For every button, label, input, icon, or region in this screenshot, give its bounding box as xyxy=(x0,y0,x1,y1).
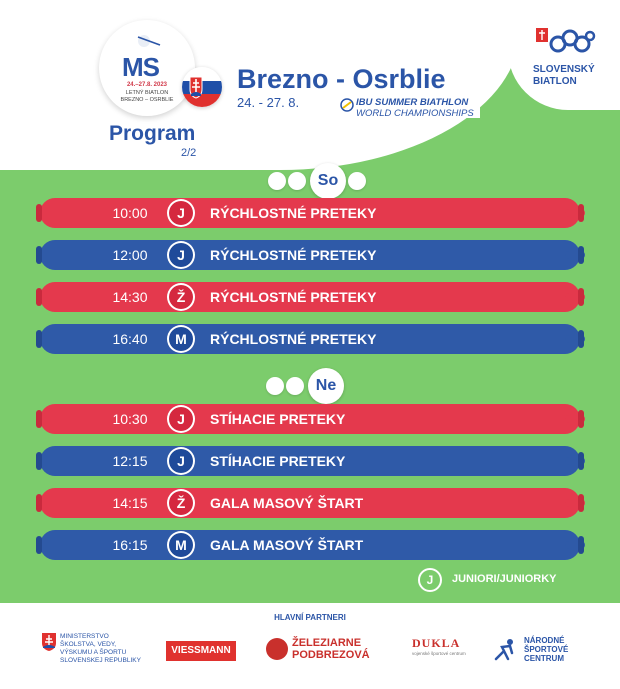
day-label-sunday xyxy=(266,368,346,404)
schedule-row xyxy=(40,198,580,228)
event-time: 12:15 xyxy=(112,453,148,469)
schedule-row xyxy=(40,324,580,354)
dot-icon xyxy=(288,172,306,190)
slovensky-biatlon-logo-icon xyxy=(534,24,596,60)
program-heading: Program xyxy=(109,122,196,145)
category-badge: J xyxy=(167,199,195,227)
ibu-logo: IBU SUMMER BIATHLON WORLD CHAMPIONSHIPS xyxy=(340,97,474,119)
event-time: 16:15 xyxy=(112,537,148,553)
event-name: STÍHACIE PRETEKY xyxy=(210,453,346,469)
category-badge: J xyxy=(167,405,195,433)
slovak-coat-of-arms-icon xyxy=(42,633,56,651)
event-time: 14:15 xyxy=(112,495,148,511)
dot-icon xyxy=(266,377,284,395)
day-label-saturday xyxy=(268,163,368,199)
event-name: GALA MASOVÝ ŠTART xyxy=(210,495,364,511)
category-badge: J xyxy=(167,241,195,269)
schedule-row xyxy=(40,446,580,476)
page-number: 2/2 xyxy=(181,147,197,159)
logo-ms: MS xyxy=(122,52,159,82)
event-time: 14:30 xyxy=(112,289,148,305)
event-dates: 24. - 27. 8. xyxy=(237,95,300,110)
event-time: 16:40 xyxy=(112,331,148,347)
category-badge: J xyxy=(167,447,195,475)
org-logo-text: SLOVENSKÝ BIATLON xyxy=(533,64,595,87)
dot-icon xyxy=(286,377,304,395)
day-badge: Ne xyxy=(308,368,344,404)
event-name: RÝCHLOSTNÉ PRETEKY xyxy=(210,205,377,221)
category-badge: M xyxy=(167,531,195,559)
ibu-icon xyxy=(340,98,354,112)
schedule-row xyxy=(40,488,580,518)
event-name: RÝCHLOSTNÉ PRETEKY xyxy=(210,331,377,347)
partner-zeleziarne: ŽELEZIARNE PODBREZOVÁ xyxy=(266,637,370,661)
legend-badge: J xyxy=(418,568,442,592)
legend-text: JUNIORI/JUNIORKY xyxy=(452,573,557,585)
logo-dates: 24.–27.8. 2023 xyxy=(126,82,168,88)
day-badge: So xyxy=(310,163,346,199)
runner-icon xyxy=(492,637,518,663)
category-badge: Ž xyxy=(167,283,195,311)
biathlete-icon xyxy=(134,34,162,48)
legend xyxy=(418,568,588,594)
schedule-row xyxy=(40,282,580,312)
event-time: 12:00 xyxy=(112,247,148,263)
schedule-row xyxy=(40,240,580,270)
partner-nsc: NÁRODNÉ ŠPORTOVÉ CENTRUM xyxy=(492,636,568,663)
event-time: 10:00 xyxy=(112,205,148,221)
event-name: GALA MASOVÝ ŠTART xyxy=(210,537,364,553)
dot-icon xyxy=(348,172,366,190)
schedule-row xyxy=(40,404,580,434)
category-badge: Ž xyxy=(167,489,195,517)
event-time: 10:30 xyxy=(112,411,148,427)
schedule-row xyxy=(40,530,580,560)
event-name: RÝCHLOSTNÉ PRETEKY xyxy=(210,289,377,305)
logo-subtitle: LETNÝ BIATLON BREZNO – OSRBLIE xyxy=(120,90,174,103)
partner-viessmann: VIESSMANN xyxy=(166,641,236,661)
event-name: RÝCHLOSTNÉ PRETEKY xyxy=(210,247,377,263)
page-title: Brezno - Osrblie xyxy=(237,64,446,94)
partner-ministry: MINISTERSTVO ŠKOLSTVA, VEDY, VÝSKUMU A ŠPORTU SLOVENSKEJ REPUBLIKY xyxy=(42,633,141,665)
event-name: STÍHACIE PRETEKY xyxy=(210,411,346,427)
zeleziarne-logo-icon xyxy=(266,638,288,660)
partners-title: HLAVNÍ PARTNERI xyxy=(274,613,346,622)
category-badge: M xyxy=(167,325,195,353)
dot-icon xyxy=(268,172,286,190)
partner-dukla: DUKLA vojenské športové centrum xyxy=(412,636,466,656)
slovak-flag-icon xyxy=(182,67,222,107)
